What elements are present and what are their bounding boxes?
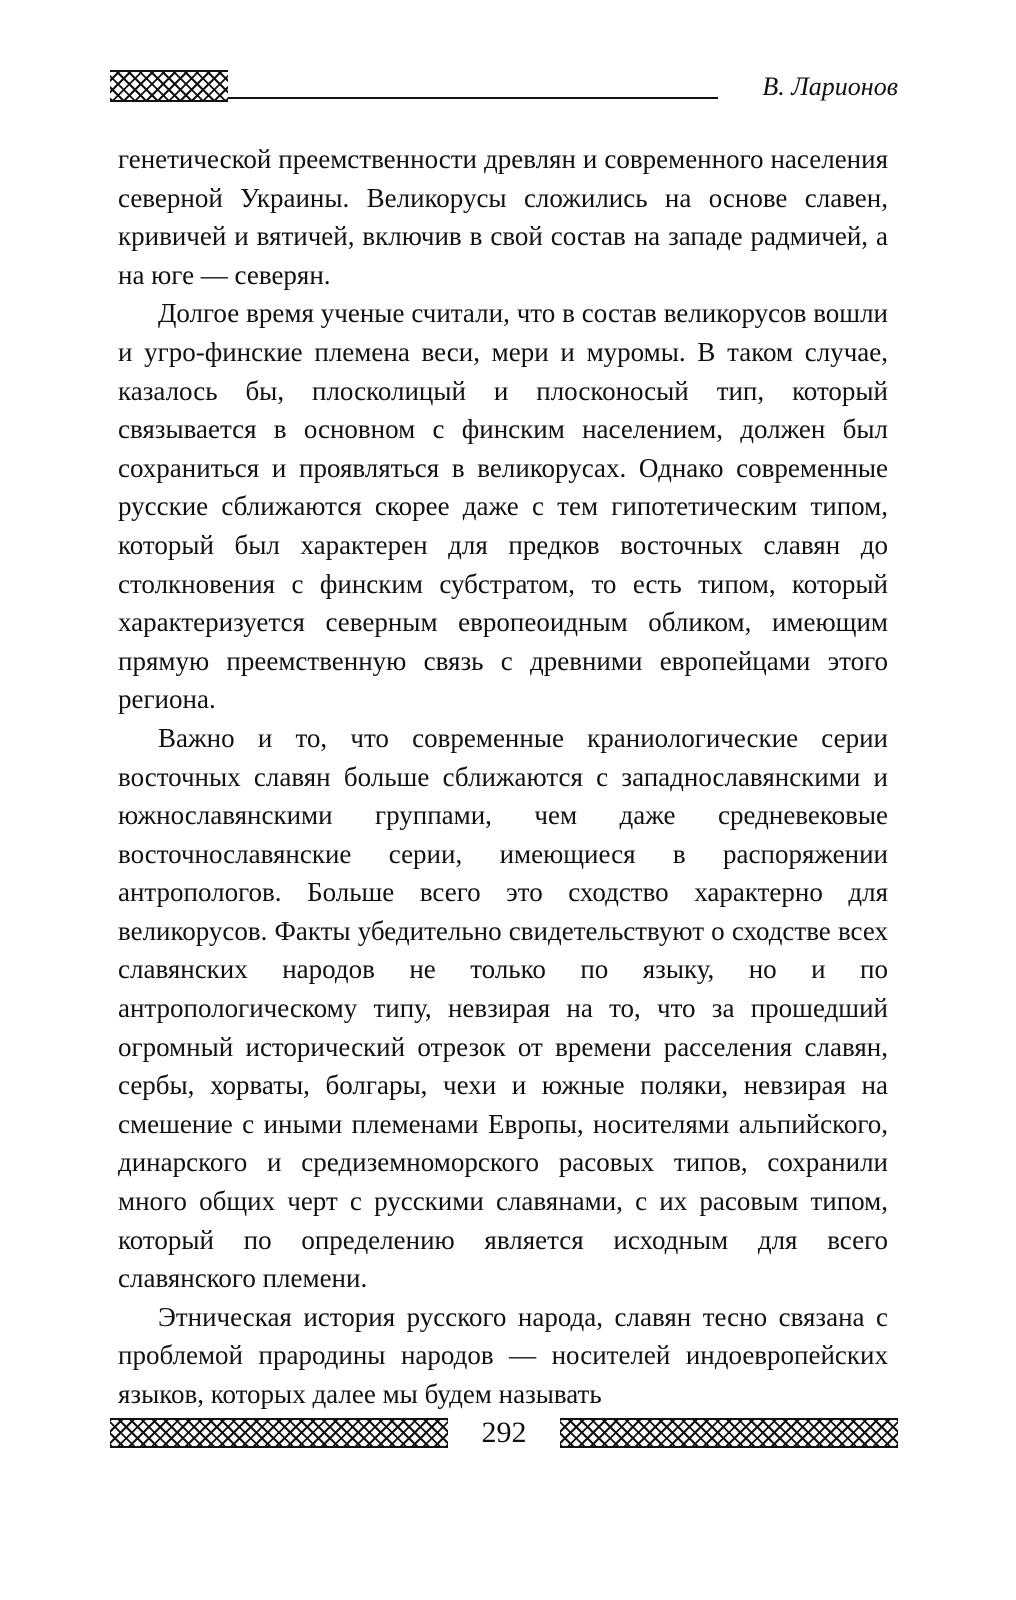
page-header — [110, 66, 898, 108]
running-head-author: В. Ларионов — [762, 72, 898, 101]
footer-ornament-right — [560, 1418, 898, 1448]
footer-ornament-left — [110, 1418, 448, 1448]
page-footer — [110, 1414, 898, 1454]
paragraph: Этническая история русского народа, славян тесно связана с проблемой прародины народов — носителей индоевропейских языков, которых далее мы будем называть — [118, 1301, 888, 1409]
paragraph: Важно и то, что современные краниологические серии восточных славян больше сближаются с западнославянскими и южнославянскими группами, чем даже средневековые восточнославянские серии, имеющиеся в распоряжении антропологов. Больше всего это сходство характерно для великорусов. Факты убедительно свидетельствуют о сходстве всех славянских народов не только по языку, но и по антропологическому типу, невзирая на то, что за прошедший огромный исторический отрезок от времени расселения славян, сербы, хорваты, болгары, чехи и южные поляки, невзирая на смешение с иными племенами Европы, носителями альпийского, динарского и средиземноморского расовых типов, сохранили много общих черт с русскими славянами, с их расовым типом, который по определению является исходным для всего славянского племени. — [118, 722, 888, 1294]
page-number: 292 — [481, 1416, 527, 1449]
paragraph-continued: генетической преемственности древлян и современного населения северной Украины. Великорусы сложились на основе славен, кривичей и вятичей, включив в свой состав на западе радмичей, а на юге — северян. — [118, 144, 888, 290]
header-rule — [228, 97, 718, 99]
header-ornament — [110, 70, 228, 102]
page-body — [118, 140, 888, 1414]
paragraph: Долгое время ученые считали, что в состав великорусов вошли и угро-финские племена веси, мери и муромы. В таком случае, казалось бы, плосколицый и плосконосый тип, который связывается в основном с финским населением, должен был сохраниться и проявляться в великорусах. Однако современные русские сближаются скорее даже с тем гипотетическим типом, который был характерен для предков восточных славян до столкновения с финским субстратом, то есть типом, который характеризуется северным европеоидным обликом, имеющим прямую преемственную связь с древними европейцами этого региона. — [118, 298, 888, 715]
